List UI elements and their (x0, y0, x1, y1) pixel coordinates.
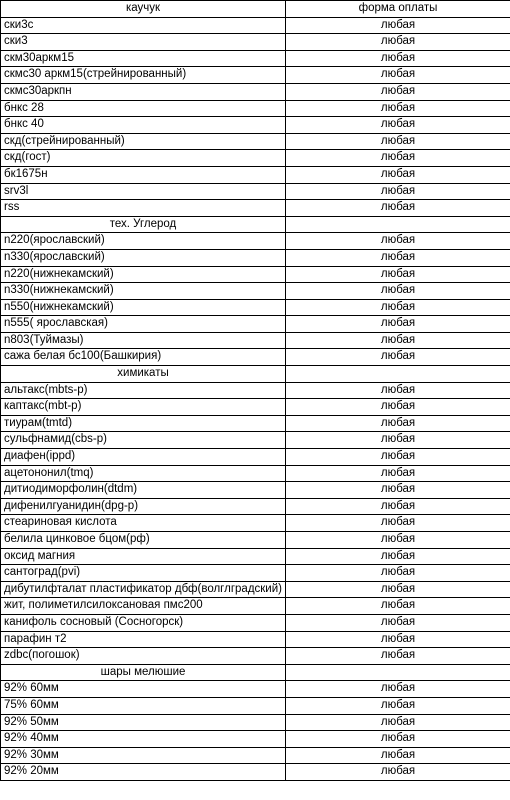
payment-cell: любая (286, 498, 510, 515)
payment-cell (286, 366, 510, 383)
payment-cell: любая (286, 83, 510, 100)
payment-cell: любая (286, 349, 510, 366)
table-row (1, 382, 510, 399)
table-row (1, 34, 510, 51)
product-name-cell: n330(нижнекамский) (1, 283, 286, 300)
product-name-cell: оксид магния (1, 548, 286, 565)
product-name-cell: диафен(ippd) (1, 449, 286, 466)
product-name-cell: тиурам(tmtd) (1, 415, 286, 432)
payment-cell: любая (286, 382, 510, 399)
payment-cell: любая (286, 681, 510, 698)
payment-cell: любая (286, 17, 510, 34)
product-name-cell: 92% 20мм (1, 764, 286, 781)
payment-cell: любая (286, 166, 510, 183)
product-name-cell: n550(нижнекамский) (1, 299, 286, 316)
product-name-cell: дитиодиморфолин(dtdm) (1, 482, 286, 499)
product-name-cell: бнкс 28 (1, 100, 286, 117)
payment-cell: любая (286, 747, 510, 764)
section-row (1, 366, 510, 383)
table-row (1, 565, 510, 582)
table-row (1, 747, 510, 764)
product-name-cell: скд(стрейнированный) (1, 133, 286, 150)
section-row (1, 664, 510, 681)
header-row (1, 1, 510, 18)
product-name-cell: rss (1, 200, 286, 217)
payment-cell: любая (286, 150, 510, 167)
table-row (1, 17, 510, 34)
table-row (1, 349, 510, 366)
product-name-cell: скмс30 аркм15(стрейнированный) (1, 67, 286, 84)
product-name-cell: n803(Туймазы) (1, 332, 286, 349)
payment-cell: любая (286, 515, 510, 532)
table-row (1, 432, 510, 449)
table-row (1, 631, 510, 648)
product-name-cell: n330(ярославский) (1, 249, 286, 266)
table-row (1, 515, 510, 532)
payment-cell: любая (286, 399, 510, 416)
payment-cell: любая (286, 117, 510, 134)
product-name-cell: 75% 60мм (1, 697, 286, 714)
payment-cell: любая (286, 266, 510, 283)
payment-cell: любая (286, 233, 510, 250)
payment-cell: любая (286, 714, 510, 731)
product-name-cell: 92% 30мм (1, 747, 286, 764)
product-name-cell: 92% 50мм (1, 714, 286, 731)
section-row (1, 216, 510, 233)
product-name-cell: 92% 40мм (1, 731, 286, 748)
table-row (1, 100, 510, 117)
payment-cell: любая (286, 697, 510, 714)
table-row (1, 117, 510, 134)
table-row (1, 299, 510, 316)
product-name-cell: каптакс(mbt-p) (1, 399, 286, 416)
table-row (1, 50, 510, 67)
table-row (1, 614, 510, 631)
column-header-product: каучук (1, 1, 286, 18)
product-name-cell: 92% 60мм (1, 681, 286, 698)
payment-cell: любая (286, 67, 510, 84)
table-row (1, 150, 510, 167)
table-row (1, 166, 510, 183)
payment-cell: любая (286, 432, 510, 449)
table-row (1, 482, 510, 499)
table-row (1, 714, 510, 731)
product-name-cell: дифенилгуанидин(dpg-p) (1, 498, 286, 515)
product-name-cell: сажа белая бс100(Башкирия) (1, 349, 286, 366)
table-row (1, 332, 510, 349)
product-name-cell: бнкс 40 (1, 117, 286, 134)
payment-cell: любая (286, 34, 510, 51)
payment-cell: любая (286, 614, 510, 631)
table-row (1, 233, 510, 250)
table-row (1, 133, 510, 150)
product-name-cell: скм30аркм15 (1, 50, 286, 67)
payment-cell: любая (286, 598, 510, 615)
payment-cell (286, 216, 510, 233)
product-name-cell: жит, полиметилсилоксановая пмс200 (1, 598, 286, 615)
product-name-cell: n220(нижнекамский) (1, 266, 286, 283)
product-name-cell: скд(гост) (1, 150, 286, 167)
table-row (1, 316, 510, 333)
payment-cell: любая (286, 482, 510, 499)
payment-cell: любая (286, 183, 510, 200)
table-row (1, 697, 510, 714)
table-row (1, 532, 510, 549)
payment-cell: любая (286, 133, 510, 150)
payment-cell (286, 664, 510, 681)
section-title-cell: химикаты (1, 366, 286, 383)
payment-cell: любая (286, 532, 510, 549)
payment-cell: любая (286, 200, 510, 217)
payment-cell: любая (286, 764, 510, 781)
product-name-cell: сульфнамид(cbs-p) (1, 432, 286, 449)
payment-cell: любая (286, 316, 510, 333)
payment-cell: любая (286, 731, 510, 748)
product-name-cell: ацетононил(tmq) (1, 465, 286, 482)
product-name-cell: сантоград(pvi) (1, 565, 286, 582)
table-row (1, 449, 510, 466)
table-row (1, 183, 510, 200)
section-title-cell: тех. Углерод (1, 216, 286, 233)
product-name-cell: альтакс(mbts-p) (1, 382, 286, 399)
payment-cell: любая (286, 100, 510, 117)
payment-cell: любая (286, 648, 510, 665)
payment-cell: любая (286, 299, 510, 316)
product-name-cell: ски3 (1, 34, 286, 51)
table-row (1, 648, 510, 665)
payment-cell: любая (286, 581, 510, 598)
table-row (1, 415, 510, 432)
product-name-cell: n555( ярославская) (1, 316, 286, 333)
table-row (1, 200, 510, 217)
table-row (1, 249, 510, 266)
payment-cell: любая (286, 465, 510, 482)
product-name-cell: n220(ярославский) (1, 233, 286, 250)
section-title-cell: шары мелюшие (1, 664, 286, 681)
column-header-payment: форма оплаты (286, 1, 510, 18)
payment-cell: любая (286, 50, 510, 67)
product-name-cell: zdbc(погошок) (1, 648, 286, 665)
product-name-cell: дибутилфталат пластификатор дбф(волглградский) (1, 581, 286, 598)
product-name-cell: бк1675н (1, 166, 286, 183)
table-row (1, 465, 510, 482)
table-row (1, 399, 510, 416)
table-row (1, 731, 510, 748)
product-name-cell: белила цинковое бцом(рф) (1, 532, 286, 549)
payment-cell: любая (286, 631, 510, 648)
product-name-cell: скмс30аркпн (1, 83, 286, 100)
table-row (1, 598, 510, 615)
product-name-cell: парафин т2 (1, 631, 286, 648)
payment-cell: любая (286, 565, 510, 582)
product-name-cell: канифоль сосновый (Сосногорск) (1, 614, 286, 631)
table-row (1, 283, 510, 300)
table-row (1, 67, 510, 84)
payment-cell: любая (286, 449, 510, 466)
payment-cell: любая (286, 283, 510, 300)
payment-cell: любая (286, 415, 510, 432)
payment-cell: любая (286, 548, 510, 565)
table-row (1, 764, 510, 781)
table-row (1, 548, 510, 565)
table-row (1, 681, 510, 698)
payment-cell: любая (286, 332, 510, 349)
table-row (1, 581, 510, 598)
product-name-cell: стеариновая кислота (1, 515, 286, 532)
table-row (1, 266, 510, 283)
product-name-cell: srv3l (1, 183, 286, 200)
table-row (1, 83, 510, 100)
table-body (1, 1, 510, 781)
product-name-cell: ски3с (1, 17, 286, 34)
table-row (1, 498, 510, 515)
payment-cell: любая (286, 249, 510, 266)
